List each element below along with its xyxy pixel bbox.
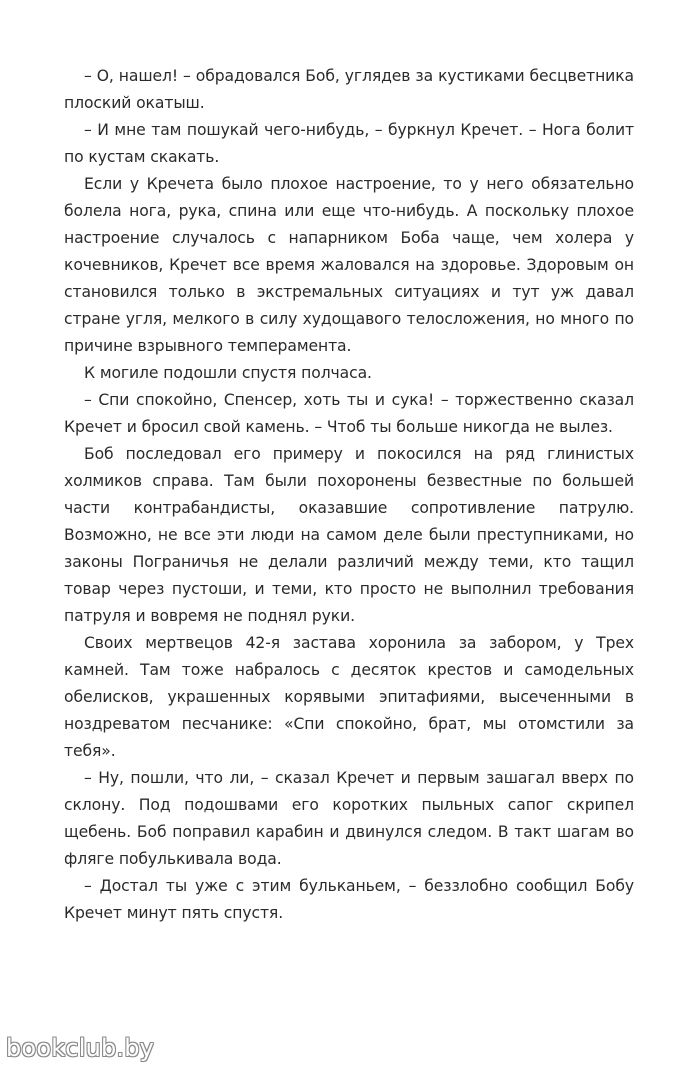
site-watermark: bookclub.by <box>6 1034 155 1062</box>
paragraph-5: – Спи спокойно, Спенсер, хоть ты и сука! – торжественно сказал Кречет и бросил свой камень. – Чтоб ты больше никогда не вылез. <box>64 391 634 436</box>
paragraph-3: Если у Кречета было плохое настроение, то у него обязательно болела нога, рука, спина или еще что-нибудь. А поскольку плохое настроение случалось с напарником Боба чаще, чем холера у кочевников, Кречет все время жаловался на здоровье. Здоровым он становился только в экстремальных ситуациях и тут уж давал стране угля, мелкого в силу худощавого телосложения, но много по причине взрывного темперамента. <box>64 175 634 355</box>
paragraph-9: – Достал ты уже с этим бульканьем, – беззлобно сообщил Бобу Кречет минут пять спустя. <box>64 877 634 922</box>
paragraph-4: К могиле подошли спустя полчаса. <box>84 364 372 382</box>
paragraph-8: – Ну, пошли, что ли, – сказал Кречет и первым зашагал вверх по склону. Под подошвами его коротких пыльных сапог скрипел щебень. Боб поправил карабин и двинулся следом. В такт шагам во фляге побулькивала вода. <box>64 769 634 868</box>
paragraph-7: Своих мертвецов 42-я застава хоронила за забором, у Трех камней. Там тоже набралось с десяток крестов и самодельных обелисков, украшенных корявыми эпитафиями, высеченными в ноздреватом песчанике: «Спи спокойно, брат, мы отомстили за тебя». <box>64 634 634 760</box>
paragraph-2: – И мне там пошукай чего-нибудь, – буркнул Кречет. – Нога болит по кустам скакать. <box>64 121 634 166</box>
paragraph-1: – О, нашел! – обрадовался Боб, углядев за кустиками бесцветника плоский окатыш. <box>64 67 634 112</box>
paragraph-6: Боб последовал его примеру и покосился на ряд глинистых холмиков справа. Там были похоронены безвестные по большей части контрабандисты, оказавшие сопротивление патрулю. Возможно, не все эти люди на самом деле были преступниками, но законы Пограничья не делали различий между теми, кто тащил товар через пустоши, и теми, кто просто не выполнил требования патруля и вовремя не поднял руки. <box>64 445 634 625</box>
book-page-text <box>64 63 634 927</box>
